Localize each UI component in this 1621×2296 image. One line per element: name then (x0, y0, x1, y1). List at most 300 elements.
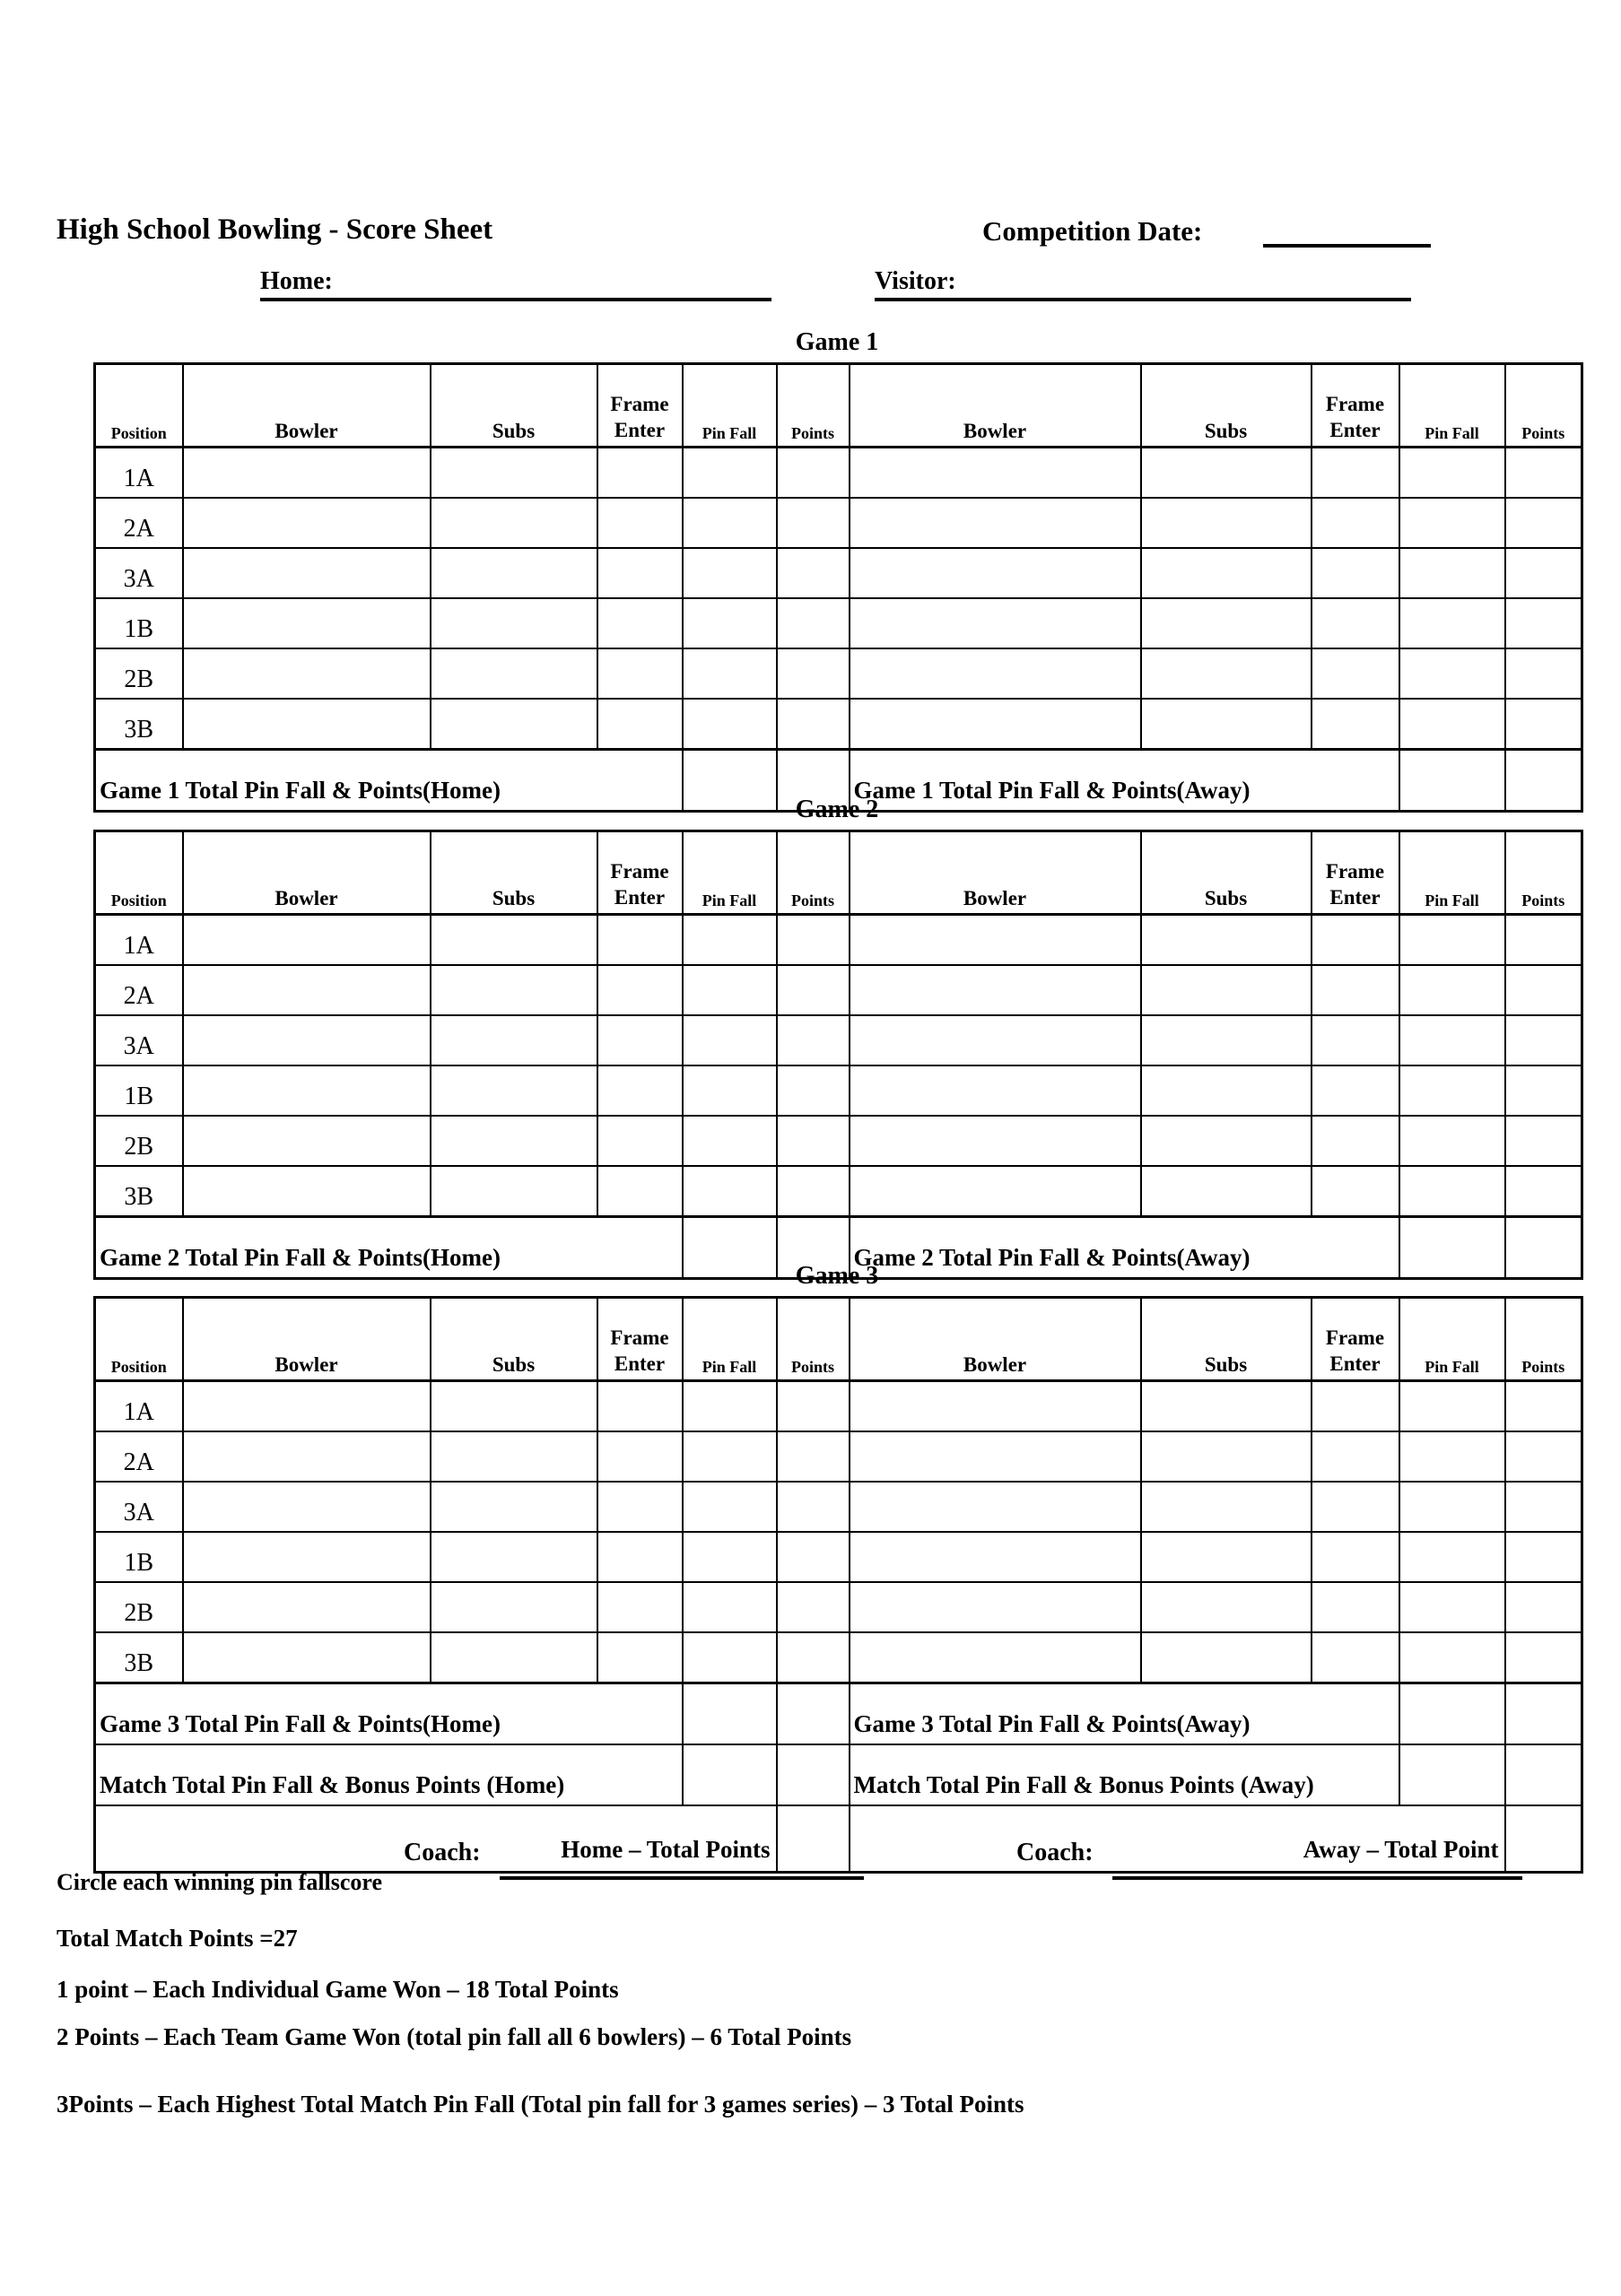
points-cell (777, 448, 850, 499)
bowler-cell (183, 915, 431, 966)
points-cell (777, 1632, 850, 1683)
pin-fall-cell (683, 448, 777, 499)
header-row (95, 831, 1582, 915)
table-row (95, 1632, 1582, 1683)
points-cell (777, 498, 850, 548)
position-cell: 3A (95, 548, 183, 598)
bowler-cell (183, 965, 431, 1015)
frame-enter-cell (597, 1482, 683, 1532)
table-row (95, 1116, 1582, 1166)
pin-fall-cell (1399, 1482, 1505, 1532)
points-cell (777, 1582, 850, 1632)
bowler-cell (183, 448, 431, 499)
points-cell (777, 1116, 850, 1166)
bowler-cell (850, 1431, 1141, 1482)
header-position: Position (95, 831, 183, 915)
subs-cell (431, 548, 597, 598)
bowler-cell (183, 1166, 431, 1217)
game-total-home-label: Game 3 Total Pin Fall & Points(Home) (95, 1683, 683, 1745)
header-frame-enter (597, 1298, 683, 1381)
subs-cell (431, 1431, 597, 1482)
subs-cell (1141, 1065, 1312, 1116)
header-enter-line: Enter (1329, 419, 1381, 441)
points-cell (1505, 965, 1582, 1015)
bowler-cell (183, 1482, 431, 1532)
pin-fall-cell (683, 598, 777, 648)
table-row (95, 1166, 1582, 1217)
header-frame-line: Frame (1325, 860, 1385, 883)
bowler-cell (183, 1065, 431, 1116)
header-frame-line: Frame (610, 1326, 669, 1349)
bowler-cell (850, 498, 1141, 548)
pin-fall-total-cell (683, 1744, 777, 1805)
subs-cell (431, 1482, 597, 1532)
header-pin-fall: Pin Fall (683, 831, 777, 915)
game-total-away-label: Game 3 Total Pin Fall & Points(Away) (850, 1683, 1399, 1745)
game-3-section (93, 1262, 1581, 1874)
points-cell (777, 1166, 850, 1217)
pin-fall-cell (683, 1381, 777, 1432)
coach-home-label: Coach: (404, 1839, 481, 1866)
table-row (95, 598, 1582, 648)
position-cell: 1A (95, 1381, 183, 1432)
subs-cell (1141, 1381, 1312, 1432)
frame-enter-cell (1312, 1632, 1399, 1683)
frame-enter-cell (597, 1431, 683, 1482)
game-2-title: Game 2 (795, 796, 879, 823)
coach-away-label: Coach: (1016, 1839, 1094, 1866)
bowler-cell (850, 598, 1141, 648)
header-bowler: Bowler (850, 364, 1141, 448)
pin-fall-total-cell (1399, 1744, 1505, 1805)
header-bowler: Bowler (850, 1298, 1141, 1381)
subs-cell (1141, 1632, 1312, 1683)
table-row (95, 699, 1582, 750)
subs-cell (431, 1532, 597, 1582)
bowler-cell (850, 699, 1141, 750)
frame-enter-cell (1312, 1381, 1399, 1432)
bowler-cell (850, 915, 1141, 966)
frame-enter-cell (597, 1166, 683, 1217)
position-cell: 1B (95, 1065, 183, 1116)
points-cell (1505, 648, 1582, 699)
subs-cell (1141, 498, 1312, 548)
points-cell (777, 1015, 850, 1065)
position-cell: 1A (95, 915, 183, 966)
table-row (95, 1015, 1582, 1065)
header-frame-enter (1312, 364, 1399, 448)
frame-enter-cell (597, 1632, 683, 1683)
header-frame-enter (1312, 1298, 1399, 1381)
position-cell: 2B (95, 1582, 183, 1632)
frame-enter-cell (1312, 1582, 1399, 1632)
header-bowler: Bowler (850, 831, 1141, 915)
pin-fall-cell (1399, 498, 1505, 548)
points-cell (777, 1431, 850, 1482)
frame-enter-cell (597, 1015, 683, 1065)
points-cell (777, 1532, 850, 1582)
points-cell (777, 699, 850, 750)
subs-cell (1141, 648, 1312, 699)
points-cell (777, 548, 850, 598)
header-points: Points (1505, 364, 1582, 448)
frame-enter-cell (597, 1116, 683, 1166)
frame-enter-cell (597, 448, 683, 499)
header-frame-line: Frame (1325, 393, 1385, 415)
position-cell: 2A (95, 1431, 183, 1482)
subs-cell (431, 648, 597, 699)
pin-fall-cell (1399, 548, 1505, 598)
points-cell (777, 1065, 850, 1116)
subs-cell (431, 965, 597, 1015)
pin-fall-cell (1399, 1065, 1505, 1116)
game-total-away-label: Game 1 Total Pin Fall & Points(Away) (850, 750, 1399, 812)
table-row (95, 1482, 1582, 1532)
bowler-cell (850, 1065, 1141, 1116)
subs-cell (431, 699, 597, 750)
bowler-cell (850, 448, 1141, 499)
subs-cell (1141, 1166, 1312, 1217)
points-total-cell (1505, 1683, 1582, 1745)
pin-fall-cell (1399, 1166, 1505, 1217)
bowler-cell (183, 1381, 431, 1432)
header-enter-line: Enter (614, 1352, 666, 1375)
header-pin-fall: Pin Fall (1399, 364, 1505, 448)
pin-fall-cell (683, 699, 777, 750)
bowler-cell (183, 1015, 431, 1065)
game-total-home-label: Game 1 Total Pin Fall & Points(Home) (95, 750, 683, 812)
subs-cell (1141, 1482, 1312, 1532)
pin-fall-cell (1399, 915, 1505, 966)
header-frame-line: Frame (1325, 1326, 1385, 1349)
frame-enter-cell (1312, 598, 1399, 648)
position-cell: 1A (95, 448, 183, 499)
subs-cell (1141, 915, 1312, 966)
points-cell (1505, 1582, 1582, 1632)
pin-fall-total-cell (1399, 1683, 1505, 1745)
frame-enter-cell (1312, 1431, 1399, 1482)
points-cell (1505, 1116, 1582, 1166)
header-points: Points (777, 831, 850, 915)
bowler-cell (183, 1632, 431, 1683)
page-title: High School Bowling - Score Sheet (57, 213, 493, 246)
table-row (95, 1582, 1582, 1632)
points-cell (777, 1381, 850, 1432)
pin-fall-cell (683, 1116, 777, 1166)
points-cell (1505, 1381, 1582, 1432)
pin-fall-cell (1399, 965, 1505, 1015)
pin-fall-cell (683, 965, 777, 1015)
points-cell (1505, 1015, 1582, 1065)
bowler-cell (850, 1482, 1141, 1532)
points-cell (777, 965, 850, 1015)
pin-fall-cell (683, 548, 777, 598)
table-row (95, 1381, 1582, 1432)
game-1-title: Game 1 (795, 328, 879, 356)
points-cell (777, 648, 850, 699)
pin-fall-cell (683, 1482, 777, 1532)
frame-enter-cell (1312, 548, 1399, 598)
scoring-note-3: 3Points – Each Highest Total Match Pin Fall (Total pin fall for 3 games series) – 3 Total Points (57, 2091, 1024, 2118)
header-row (95, 364, 1582, 448)
frame-enter-cell (1312, 1482, 1399, 1532)
table-row (95, 448, 1582, 499)
header-position: Position (95, 364, 183, 448)
subs-cell (1141, 1431, 1312, 1482)
pin-fall-cell (1399, 1532, 1505, 1582)
match-total-away-label: Match Total Pin Fall & Bonus Points (Away) (850, 1744, 1399, 1805)
points-cell (777, 598, 850, 648)
subs-cell (431, 1582, 597, 1632)
frame-enter-cell (1312, 648, 1399, 699)
position-cell: 3A (95, 1482, 183, 1532)
position-cell: 3A (95, 1015, 183, 1065)
pin-fall-cell (683, 1015, 777, 1065)
away-total-points-label: Away – Total Point (850, 1805, 1505, 1873)
frame-enter-cell (1312, 448, 1399, 499)
bowler-cell (183, 1532, 431, 1582)
position-cell: 2B (95, 1116, 183, 1166)
subs-cell (431, 1116, 597, 1166)
position-cell: 3B (95, 1632, 183, 1683)
totals-row (95, 1683, 1582, 1745)
total-match-points-note: Total Match Points =27 (57, 1925, 298, 1952)
game-1-section (93, 328, 1581, 813)
game-total-home-label: Game 2 Total Pin Fall & Points(Home) (95, 1217, 683, 1279)
frame-enter-cell (1312, 915, 1399, 966)
header-enter-line: Enter (614, 886, 666, 909)
bowler-cell (183, 648, 431, 699)
pin-fall-cell (683, 1582, 777, 1632)
bowler-cell (850, 548, 1141, 598)
subs-cell (431, 915, 597, 966)
points-cell (1505, 1532, 1582, 1582)
table-row (95, 648, 1582, 699)
header-points: Points (1505, 1298, 1582, 1381)
position-cell: 3B (95, 1166, 183, 1217)
header-pin-fall: Pin Fall (1399, 831, 1505, 915)
position-cell: 2B (95, 648, 183, 699)
header-frame-enter (597, 364, 683, 448)
header-bowler: Bowler (183, 1298, 431, 1381)
frame-enter-cell (1312, 1116, 1399, 1166)
bowler-cell (850, 965, 1141, 1015)
pin-fall-cell (1399, 598, 1505, 648)
bowler-cell (183, 1582, 431, 1632)
bowler-cell (183, 699, 431, 750)
pin-fall-cell (1399, 1116, 1505, 1166)
header-bowler: Bowler (183, 364, 431, 448)
points-cell (1505, 1431, 1582, 1482)
points-cell (1505, 448, 1582, 499)
frame-enter-cell (1312, 699, 1399, 750)
bowler-cell (850, 1116, 1141, 1166)
bowler-cell (850, 1582, 1141, 1632)
header-enter-line: Enter (1329, 886, 1381, 909)
position-cell: 3B (95, 699, 183, 750)
points-cell (1505, 915, 1582, 966)
subs-cell (431, 1065, 597, 1116)
pin-fall-cell (683, 1532, 777, 1582)
match-total-row (95, 1744, 1582, 1805)
frame-enter-cell (1312, 1532, 1399, 1582)
competition-date-label: Competition Date: (982, 215, 1203, 247)
frame-enter-cell (597, 1582, 683, 1632)
bowler-cell (183, 1431, 431, 1482)
table-row (95, 1431, 1582, 1482)
points-cell (777, 1482, 850, 1532)
bowler-cell (850, 1166, 1141, 1217)
points-cell (1505, 1482, 1582, 1532)
header-pin-fall: Pin Fall (683, 364, 777, 448)
frame-enter-cell (1312, 498, 1399, 548)
header-frame-line: Frame (610, 860, 669, 883)
points-cell (1505, 1632, 1582, 1683)
pin-fall-cell (1399, 1632, 1505, 1683)
header-frame-line: Frame (610, 393, 669, 415)
table-row (95, 1532, 1582, 1582)
pin-fall-cell (1399, 648, 1505, 699)
frame-enter-cell (1312, 1065, 1399, 1116)
frame-enter-cell (597, 915, 683, 966)
bowler-cell (850, 1632, 1141, 1683)
game-3-table (93, 1296, 1583, 1874)
header-enter-line: Enter (1329, 1352, 1381, 1375)
subs-cell (1141, 1582, 1312, 1632)
visitor-label: Visitor: (875, 267, 956, 295)
subs-cell (1141, 1532, 1312, 1582)
bowler-cell (850, 1381, 1141, 1432)
header-position: Position (95, 1298, 183, 1381)
coach-away-blank-line (1112, 1842, 1522, 1880)
subs-cell (431, 1381, 597, 1432)
header-subs: Subs (1141, 364, 1312, 448)
pin-fall-cell (1399, 448, 1505, 499)
pin-fall-cell (1399, 1582, 1505, 1632)
frame-enter-cell (597, 1381, 683, 1432)
frame-enter-cell (597, 498, 683, 548)
table-row (95, 548, 1582, 598)
header-points: Points (777, 364, 850, 448)
pin-fall-total-cell (683, 1683, 777, 1745)
scoring-note-1: 1 point – Each Individual Game Won – 18 Total Points (57, 1976, 619, 2003)
pin-fall-cell (683, 1065, 777, 1116)
header-subs: Subs (1141, 831, 1312, 915)
subs-cell (431, 448, 597, 499)
header-frame-enter (597, 831, 683, 915)
pin-fall-cell (683, 498, 777, 548)
position-cell: 1B (95, 1532, 183, 1582)
bowler-cell (850, 1015, 1141, 1065)
bowler-cell (183, 548, 431, 598)
points-cell (777, 915, 850, 966)
bowler-cell (183, 498, 431, 548)
frame-enter-cell (597, 1065, 683, 1116)
header-points: Points (1505, 831, 1582, 915)
bowler-cell (850, 648, 1141, 699)
match-total-home-label: Match Total Pin Fall & Bonus Points (Home) (95, 1744, 683, 1805)
header-row (95, 1298, 1582, 1381)
points-cell (1505, 598, 1582, 648)
frame-enter-cell (597, 1532, 683, 1582)
pin-fall-cell (683, 648, 777, 699)
bowler-cell (183, 1116, 431, 1166)
subs-cell (431, 1166, 597, 1217)
header-frame-enter (1312, 831, 1399, 915)
header-pin-fall: Pin Fall (683, 1298, 777, 1381)
home-team-line (260, 267, 771, 301)
pin-fall-cell (683, 915, 777, 966)
header-subs: Subs (431, 1298, 597, 1381)
frame-enter-cell (1312, 965, 1399, 1015)
position-cell: 1B (95, 598, 183, 648)
position-cell: 2A (95, 965, 183, 1015)
position-cell: 2A (95, 498, 183, 548)
bowler-cell (183, 598, 431, 648)
header-subs: Subs (431, 364, 597, 448)
pin-fall-cell (683, 1431, 777, 1482)
header-pin-fall: Pin Fall (1399, 1298, 1505, 1381)
pin-fall-cell (683, 1166, 777, 1217)
frame-enter-cell (597, 548, 683, 598)
subs-cell (431, 498, 597, 548)
header-subs: Subs (431, 831, 597, 915)
points-cell (1505, 1166, 1582, 1217)
points-total-cell (1505, 1744, 1582, 1805)
points-total-cell (777, 1683, 850, 1745)
frame-enter-cell (597, 648, 683, 699)
points-cell (1505, 1065, 1582, 1116)
subs-cell (1141, 1116, 1312, 1166)
table-row (95, 915, 1582, 966)
game-2-section (93, 796, 1581, 1280)
table-row (95, 965, 1582, 1015)
frame-enter-cell (597, 598, 683, 648)
table-row (95, 498, 1582, 548)
pin-fall-cell (1399, 1015, 1505, 1065)
subs-cell (1141, 965, 1312, 1015)
game-2-table (93, 830, 1583, 1280)
subs-cell (431, 1015, 597, 1065)
subs-cell (1141, 448, 1312, 499)
game-3-title: Game 3 (795, 1262, 879, 1290)
points-cell (1505, 548, 1582, 598)
bowler-cell (850, 1532, 1141, 1582)
header-points: Points (777, 1298, 850, 1381)
pin-fall-cell (683, 1632, 777, 1683)
scoring-note-2: 2 Points – Each Team Game Won (total pin fall all 6 bowlers) – 6 Total Points (57, 2023, 852, 2050)
subs-cell (431, 598, 597, 648)
header-subs: Subs (1141, 1298, 1312, 1381)
points-total-cell (777, 1744, 850, 1805)
subs-cell (1141, 598, 1312, 648)
table-row (95, 1065, 1582, 1116)
subs-cell (431, 1632, 597, 1683)
points-cell (1505, 699, 1582, 750)
competition-date-blank-line (1263, 215, 1431, 248)
frame-enter-cell (597, 965, 683, 1015)
game-1-table (93, 362, 1583, 813)
home-label: Home: (260, 267, 333, 295)
frame-enter-cell (597, 699, 683, 750)
pin-fall-cell (1399, 1431, 1505, 1482)
circle-winning-note: Circle each winning pin fallscore (57, 1869, 383, 1895)
header-bowler: Bowler (183, 831, 431, 915)
home-total-points-label: Home – Total Points (95, 1805, 777, 1873)
visitor-team-line (875, 267, 1411, 301)
subs-cell (1141, 1015, 1312, 1065)
points-cell (1505, 498, 1582, 548)
